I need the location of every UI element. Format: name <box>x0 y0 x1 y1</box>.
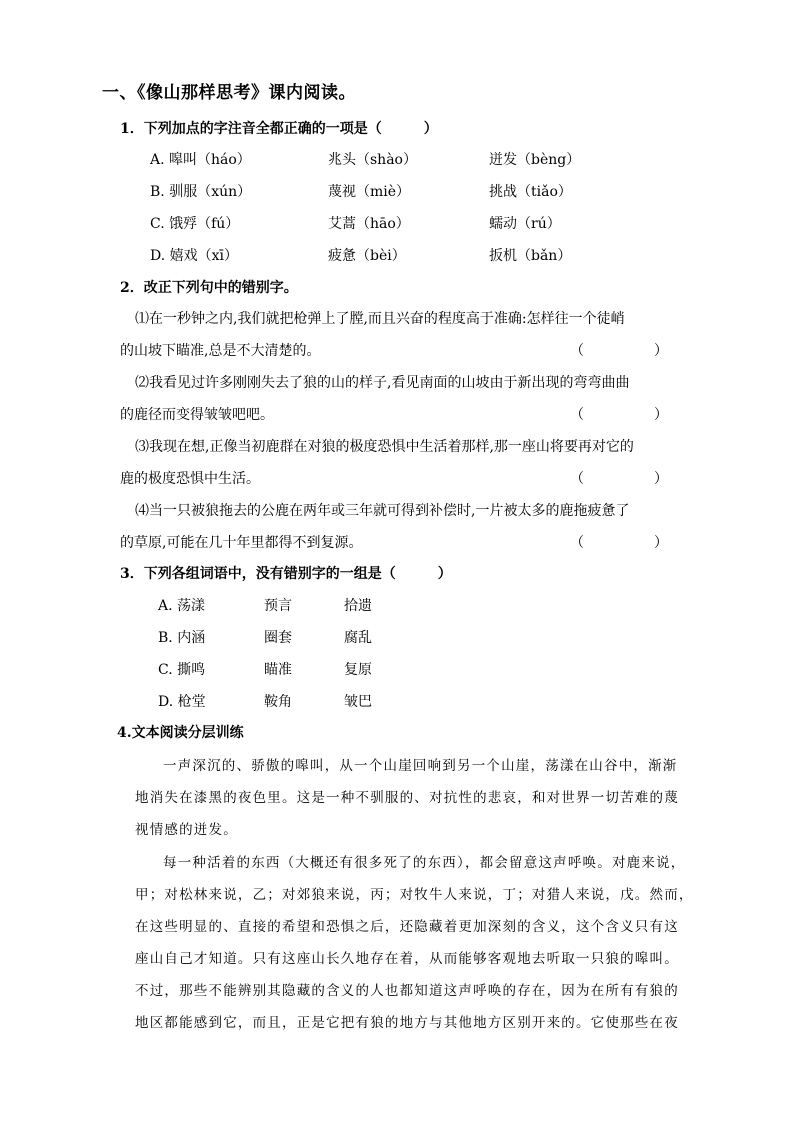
q1-option-a-word3: 迸发（bèng） <box>489 152 581 168</box>
passage-line-8: 不过，那些不能辨别其隐藏的含义的人也都知道这声呼唤的存在，因为在所有有狼的 <box>135 983 679 999</box>
question-1-stem: 1．下列加点的字注音全都正确的一项是（ ） <box>120 121 438 137</box>
q3-option-d-word1: D. 枪堂 <box>158 694 206 710</box>
q1-option-d-word1: D. 嬉戏（xī） <box>150 248 238 264</box>
q1-option-c-word3: 蠕动（rú） <box>489 216 561 232</box>
passage-line-6: 在这些明显的、直接的希望和恐惧之后，还隐藏着更加深刻的含义，这个含义只有这 <box>135 919 679 935</box>
q3-option-c-word2: 瞄准 <box>264 662 292 678</box>
passage-line-2: 地消失在漆黑的夜色里。这是一种不驯服的、对抗性的悲哀，和对世界一切苦难的蔑 <box>135 790 679 806</box>
q2-sentence-3-line-1: ⑶我现在想,正像当初鹿群在对狼的极度恐惧中生活着那样,那一座山将要再对它的 <box>135 439 634 455</box>
section-title: 一、《像山那样思考》课内阅读。 <box>102 83 356 103</box>
passage-line-9: 地区都能感到它，而且，正是它把有狼的地方与其他地方区别开来的。它使那些在夜 <box>135 1015 679 1031</box>
q2-answer-blank-4[interactable]: （ ） <box>570 535 668 551</box>
passage-line-3: 视情感的迸发。 <box>135 822 238 838</box>
q3-option-c-word3: 复原 <box>344 662 372 678</box>
q1-option-b-word1: B. 驯服（xún） <box>150 184 252 200</box>
passage-line-4: 每一种活着的东西（大概还有很多死了的东西），都会留意这声呼唤。对鹿来说， <box>163 855 686 871</box>
q1-option-c-word1: C. 饿殍（fú） <box>150 216 240 232</box>
q2-answer-blank-2[interactable]: （ ） <box>570 407 668 423</box>
q3-option-a-word2: 预言 <box>264 598 292 614</box>
q3-option-b-word2: 圈套 <box>264 630 292 646</box>
passage-line-7: 座山自己才知道。只有这座山长久地存在着，从而能够客观地去听取一只狼的嗥叫。 <box>135 951 679 967</box>
q1-option-b-word2: 蔑视（miè） <box>328 184 411 200</box>
q2-sentence-1-line-2: 的山坡下瞄准,总是不大清楚的。 <box>120 343 321 359</box>
question-3-stem: 3．下列各组词语中，没有错别字的一组是（ ） <box>120 566 452 582</box>
q2-sentence-2-line-1: ⑵我看见过许多刚刚失去了狼的山的样子,看见南面的山坡由于新出现的弯弯曲曲 <box>135 375 630 391</box>
passage-line-1: 一声深沉的、骄傲的嗥叫，从一个山崖回响到另一个山崖，荡漾在山谷中，渐渐 <box>163 758 678 774</box>
q1-option-a-word1: A. 嗥叫（háo） <box>150 152 251 168</box>
q3-option-d-word2: 鞍角 <box>264 694 292 710</box>
q2-sentence-4-line-1: ⑷当一只被狼拖去的公鹿在两年或三年就可得到补偿时,一片被太多的鹿拖疲惫了 <box>135 503 630 519</box>
q2-sentence-1-line-1: ⑴在一秒钟之内,我们就把枪弹上了膛,而且兴奋的程度高于准确:怎样往一个徒峭 <box>135 311 625 327</box>
q3-option-b-word1: B. 内涵 <box>158 630 206 646</box>
passage-line-5: 甲；对松林来说，乙；对郊狼来说，丙；对牧牛人来说，丁；对猎人来说，戊。然而， <box>135 887 694 903</box>
q1-option-a-word2: 兆头（shào） <box>328 152 417 168</box>
q2-answer-blank-1[interactable]: （ ） <box>570 343 668 359</box>
q1-option-d-word2: 疲惫（bèi） <box>328 248 406 264</box>
q1-option-d-word3: 扳机（bǎn） <box>489 248 572 264</box>
question-2-stem: 2．改正下列句中的错别字。 <box>120 280 298 296</box>
q3-option-a-word3: 拾遗 <box>344 598 372 614</box>
q2-answer-blank-3[interactable]: （ ） <box>570 471 668 487</box>
q1-option-b-word3: 挑战（tiǎo） <box>489 184 572 200</box>
q1-option-c-word2: 艾蒿（hāo） <box>328 216 410 232</box>
question-4-stem: 4.文本阅读分层训练 <box>117 725 244 741</box>
q3-option-d-word3: 皱巴 <box>344 694 372 710</box>
q3-option-a-word1: A. 荡漾 <box>158 598 206 614</box>
q2-sentence-2-line-2: 的鹿径而变得皱皱吧吧。 <box>120 407 274 423</box>
q3-option-b-word3: 腐乱 <box>344 630 372 646</box>
q2-sentence-3-line-2: 鹿的极度恐惧中生活。 <box>120 471 260 487</box>
q2-sentence-4-line-2: 的草原,可能在几十年里都得不到复源。 <box>120 535 363 551</box>
q3-option-c-word1: C. 撕鸣 <box>158 662 206 678</box>
